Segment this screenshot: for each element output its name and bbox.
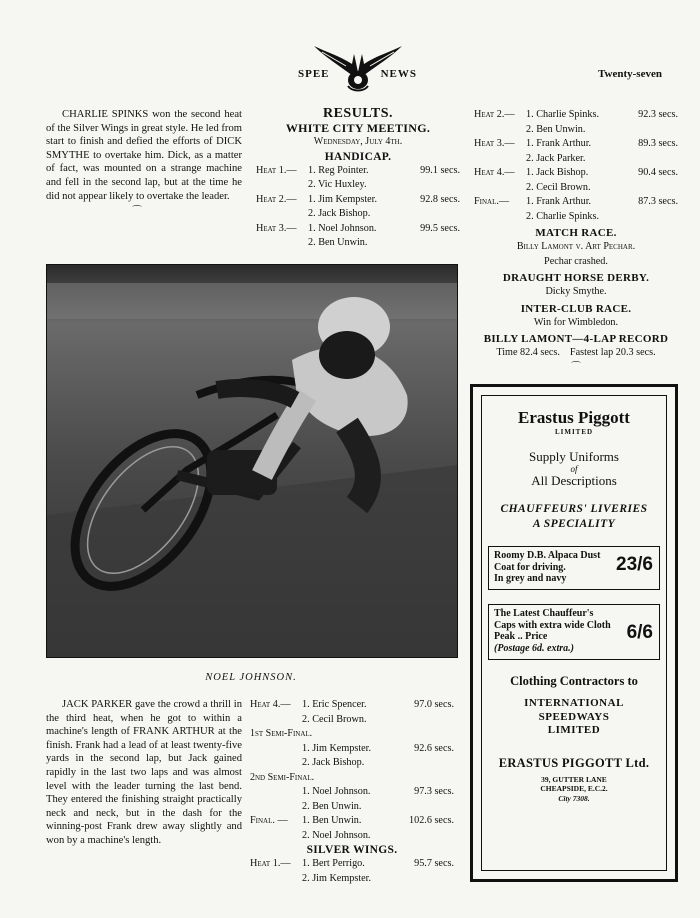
match-race-result: Pechar crashed. — [544, 255, 608, 267]
ornament-icon: ⌒ — [132, 206, 142, 218]
semi-final-entry — [250, 785, 454, 814]
heat-label: Heat 4.— — [250, 699, 291, 710]
heat-entry — [256, 222, 460, 251]
advert-box-line: Coat for driving. — [494, 561, 566, 573]
time: 95.7 secs. — [414, 858, 454, 869]
advert-inner-frame — [481, 395, 667, 871]
winged-emblem-icon — [296, 40, 421, 92]
runner-up: 2. Jack Bishop. — [302, 757, 365, 768]
final-entry — [250, 814, 454, 843]
advert-box-line: The Latest Chauffeur's — [494, 608, 594, 619]
runner-up: 2. Jack Bishop. — [308, 208, 371, 219]
advert-box-line: (Postage 6d. extra.) — [494, 642, 574, 654]
photo-caption: NOEL JOHNSON. — [205, 672, 297, 683]
interclub-result: Win for Wimbledon. — [533, 316, 619, 328]
silver-wings-title: SILVER WINGS. — [306, 844, 398, 856]
advert-international: INTERNATIONAL — [524, 697, 624, 709]
heat-entry — [250, 857, 454, 886]
record-title: BILLY LAMONT—4-LAP RECORD — [483, 333, 669, 345]
advert-clothing-contractors: Clothing Contractors to — [510, 674, 638, 688]
advert-footer-name: ERASTUS PIGGOTT Ltd. — [498, 755, 650, 770]
runner-up: 2. Ben Unwin. — [526, 123, 586, 135]
time: 102.6 secs. — [409, 815, 454, 826]
winner: 1. Jim Kempster. — [308, 193, 378, 205]
interclub-title: INTER-CLUB RACE. — [520, 302, 632, 315]
winner: 1. Jim Kempster. — [302, 742, 372, 754]
advert-speciality: A SPECIALITY — [532, 518, 616, 530]
story-paragraph: CHARLIE SPINKS won the second heat of the Silver Wings in great style. He led from start to finish and defied the efforts of DICK SMYTHE to overtake him. Dick, as a matter of fact, was mounted on a strange machine and fell in the second lap, but at the time he did not appear likely to overtake the leader. — [46, 109, 242, 202]
semi-final-label: 1st Semi-Final. — [250, 728, 313, 739]
time: 92.3 secs. — [638, 109, 678, 120]
results-title: RESULTS. — [322, 106, 394, 121]
speedway-rider-photo — [47, 265, 457, 657]
advert-supply-line: Supply Uniforms — [529, 449, 619, 464]
heat-entry — [256, 193, 460, 222]
event-title: HANDICAP. — [324, 150, 392, 163]
runner-up: 2. Ben Unwin. — [308, 237, 368, 248]
heat-label: Heat 1.— — [250, 858, 291, 869]
story-jack-parker — [46, 698, 242, 848]
advert-box-line: Roomy D.B. Alpaca Dust — [494, 550, 601, 561]
results-column-right — [474, 108, 678, 375]
advert-telephone: City 7308. — [558, 793, 590, 803]
advert-address: CHEAPSIDE, E.C.2. — [540, 784, 608, 793]
winner: 1. Bert Perrigo. — [302, 858, 365, 869]
advert-alpaca-coat-box — [488, 546, 660, 590]
winner: 1. Reg Pointer. — [308, 164, 369, 176]
heat-label: Heat 2.— — [256, 193, 297, 205]
photo-noel-johnson — [46, 264, 458, 658]
advert-supply-of: of — [570, 464, 578, 474]
masthead-left-word: SPEE — [298, 68, 330, 80]
page-number: Twenty-seven — [598, 68, 662, 80]
time: 89.3 secs. — [638, 138, 678, 149]
advert-limited: LIMITED — [554, 428, 594, 436]
final-label: Final. — — [250, 815, 288, 826]
runner-up: 2. Jim Kempster. — [302, 872, 372, 884]
runner-up: 2. Vic Huxley. — [308, 179, 367, 190]
advert-supply-descriptions: All Descriptions — [531, 473, 617, 488]
winner: 1. Jack Bishop. — [526, 167, 589, 178]
advert-box-line: In grey and navy — [494, 573, 567, 584]
runner-up: 2. Jack Parker. — [526, 152, 586, 164]
winner: 1. Ben Unwin. — [302, 815, 362, 826]
semi-final-label: 2nd Semi-Final. — [250, 771, 315, 783]
match-race-line: Billy Lamont v. Art Pechar. — [516, 241, 636, 252]
derby-title: DRAUGHT HORSE DERBY. — [502, 272, 650, 284]
results-continued — [250, 698, 454, 886]
advert-box-line: Peak .. Price — [494, 631, 548, 642]
masthead — [296, 40, 421, 92]
heat-label: Heat 4.— — [474, 167, 515, 178]
story-paragraph: JACK PARKER gave the crowd a thrill in the third heat, when he got to within a machine's length of FRANK ARTHUR at the finish. Frank had a lead of at least twenty-five yards in the second lap, but Jack gained rapidly in the last two laps and was almost level with the leader turning the last bend. They entered the finishing straight practically neck and neck, but in the dash for the winning-post Frank drew away slightly and won by a machine's length. — [46, 699, 242, 846]
meeting-date: Wednesday, July 4th. — [313, 136, 403, 147]
heat-label: Heat 1.— — [256, 164, 297, 176]
winner: 1. Frank Arthur. — [526, 196, 592, 207]
match-race-title: MATCH RACE. — [535, 227, 617, 239]
heat-entry — [474, 108, 678, 137]
time: 92.8 secs. — [420, 193, 460, 205]
advertisement-erastus-piggott — [470, 384, 678, 882]
runner-up: 2. Charlie Spinks. — [526, 210, 600, 222]
semi-final-entry — [250, 742, 454, 771]
heat-entry — [474, 137, 678, 166]
ornament-icon: ⌒ — [571, 361, 581, 373]
runner-up: 2. Cecil Brown. — [302, 713, 367, 725]
time: 97.3 secs. — [414, 786, 454, 797]
heat-label: Heat 3.— — [474, 138, 515, 149]
masthead-right-word: NEWS — [380, 68, 417, 80]
time: 92.6 secs. — [414, 742, 454, 754]
time: 87.3 secs. — [638, 196, 678, 207]
heat-entry — [256, 164, 460, 193]
winner: 1. Eric Spencer. — [302, 699, 367, 710]
heat-label: Heat 2.— — [474, 109, 515, 120]
record-lap: Fastest lap 20.3 secs. — [569, 347, 656, 358]
runner-up: 2. Cecil Brown. — [526, 181, 591, 193]
time: 99.5 secs. — [420, 222, 460, 234]
meeting-title: WHITE CITY MEETING. — [285, 121, 431, 135]
advert-box-line: Caps with extra wide Cloth — [494, 619, 611, 631]
winner: 1. Frank Arthur. — [526, 138, 592, 149]
time: 97.0 secs. — [414, 699, 454, 710]
runner-up: 2. Noel Johnson. — [302, 829, 371, 841]
advert-coat-price: 23/6 — [616, 554, 653, 575]
advert-cap-price: 6/6 — [626, 622, 653, 643]
advert-address: 39, GUTTER LANE — [541, 774, 607, 784]
advert-chauffeur-cap-box — [488, 604, 660, 660]
time: 90.4 secs. — [638, 167, 678, 178]
advert-speedways: SPEEDWAYS — [538, 710, 610, 723]
winner: 1. Noel Johnson. — [308, 222, 377, 234]
record-time: Time 82.4 secs. — [496, 347, 560, 358]
heat-entry — [250, 698, 454, 727]
advert-company-name: Erastus Piggott — [518, 408, 630, 427]
story-charlie-spinks — [46, 108, 242, 219]
derby-result: Dicky Smythe. — [545, 286, 607, 297]
winner: 1. Noel Johnson. — [302, 786, 371, 797]
heat-label: Heat 3.— — [256, 222, 297, 234]
heat-entry — [474, 166, 678, 195]
advert-limited-2: LIMITED — [547, 724, 601, 736]
winner: 1. Charlie Spinks. — [526, 109, 600, 120]
runner-up: 2. Ben Unwin. — [302, 800, 362, 812]
record-line — [474, 346, 678, 361]
final-label: Final.— — [474, 196, 510, 207]
final-entry — [474, 195, 678, 224]
results-column — [256, 106, 460, 251]
time: 99.1 secs. — [420, 164, 460, 176]
advert-liveries: CHAUFFEURS' LIVERIES — [500, 503, 648, 515]
